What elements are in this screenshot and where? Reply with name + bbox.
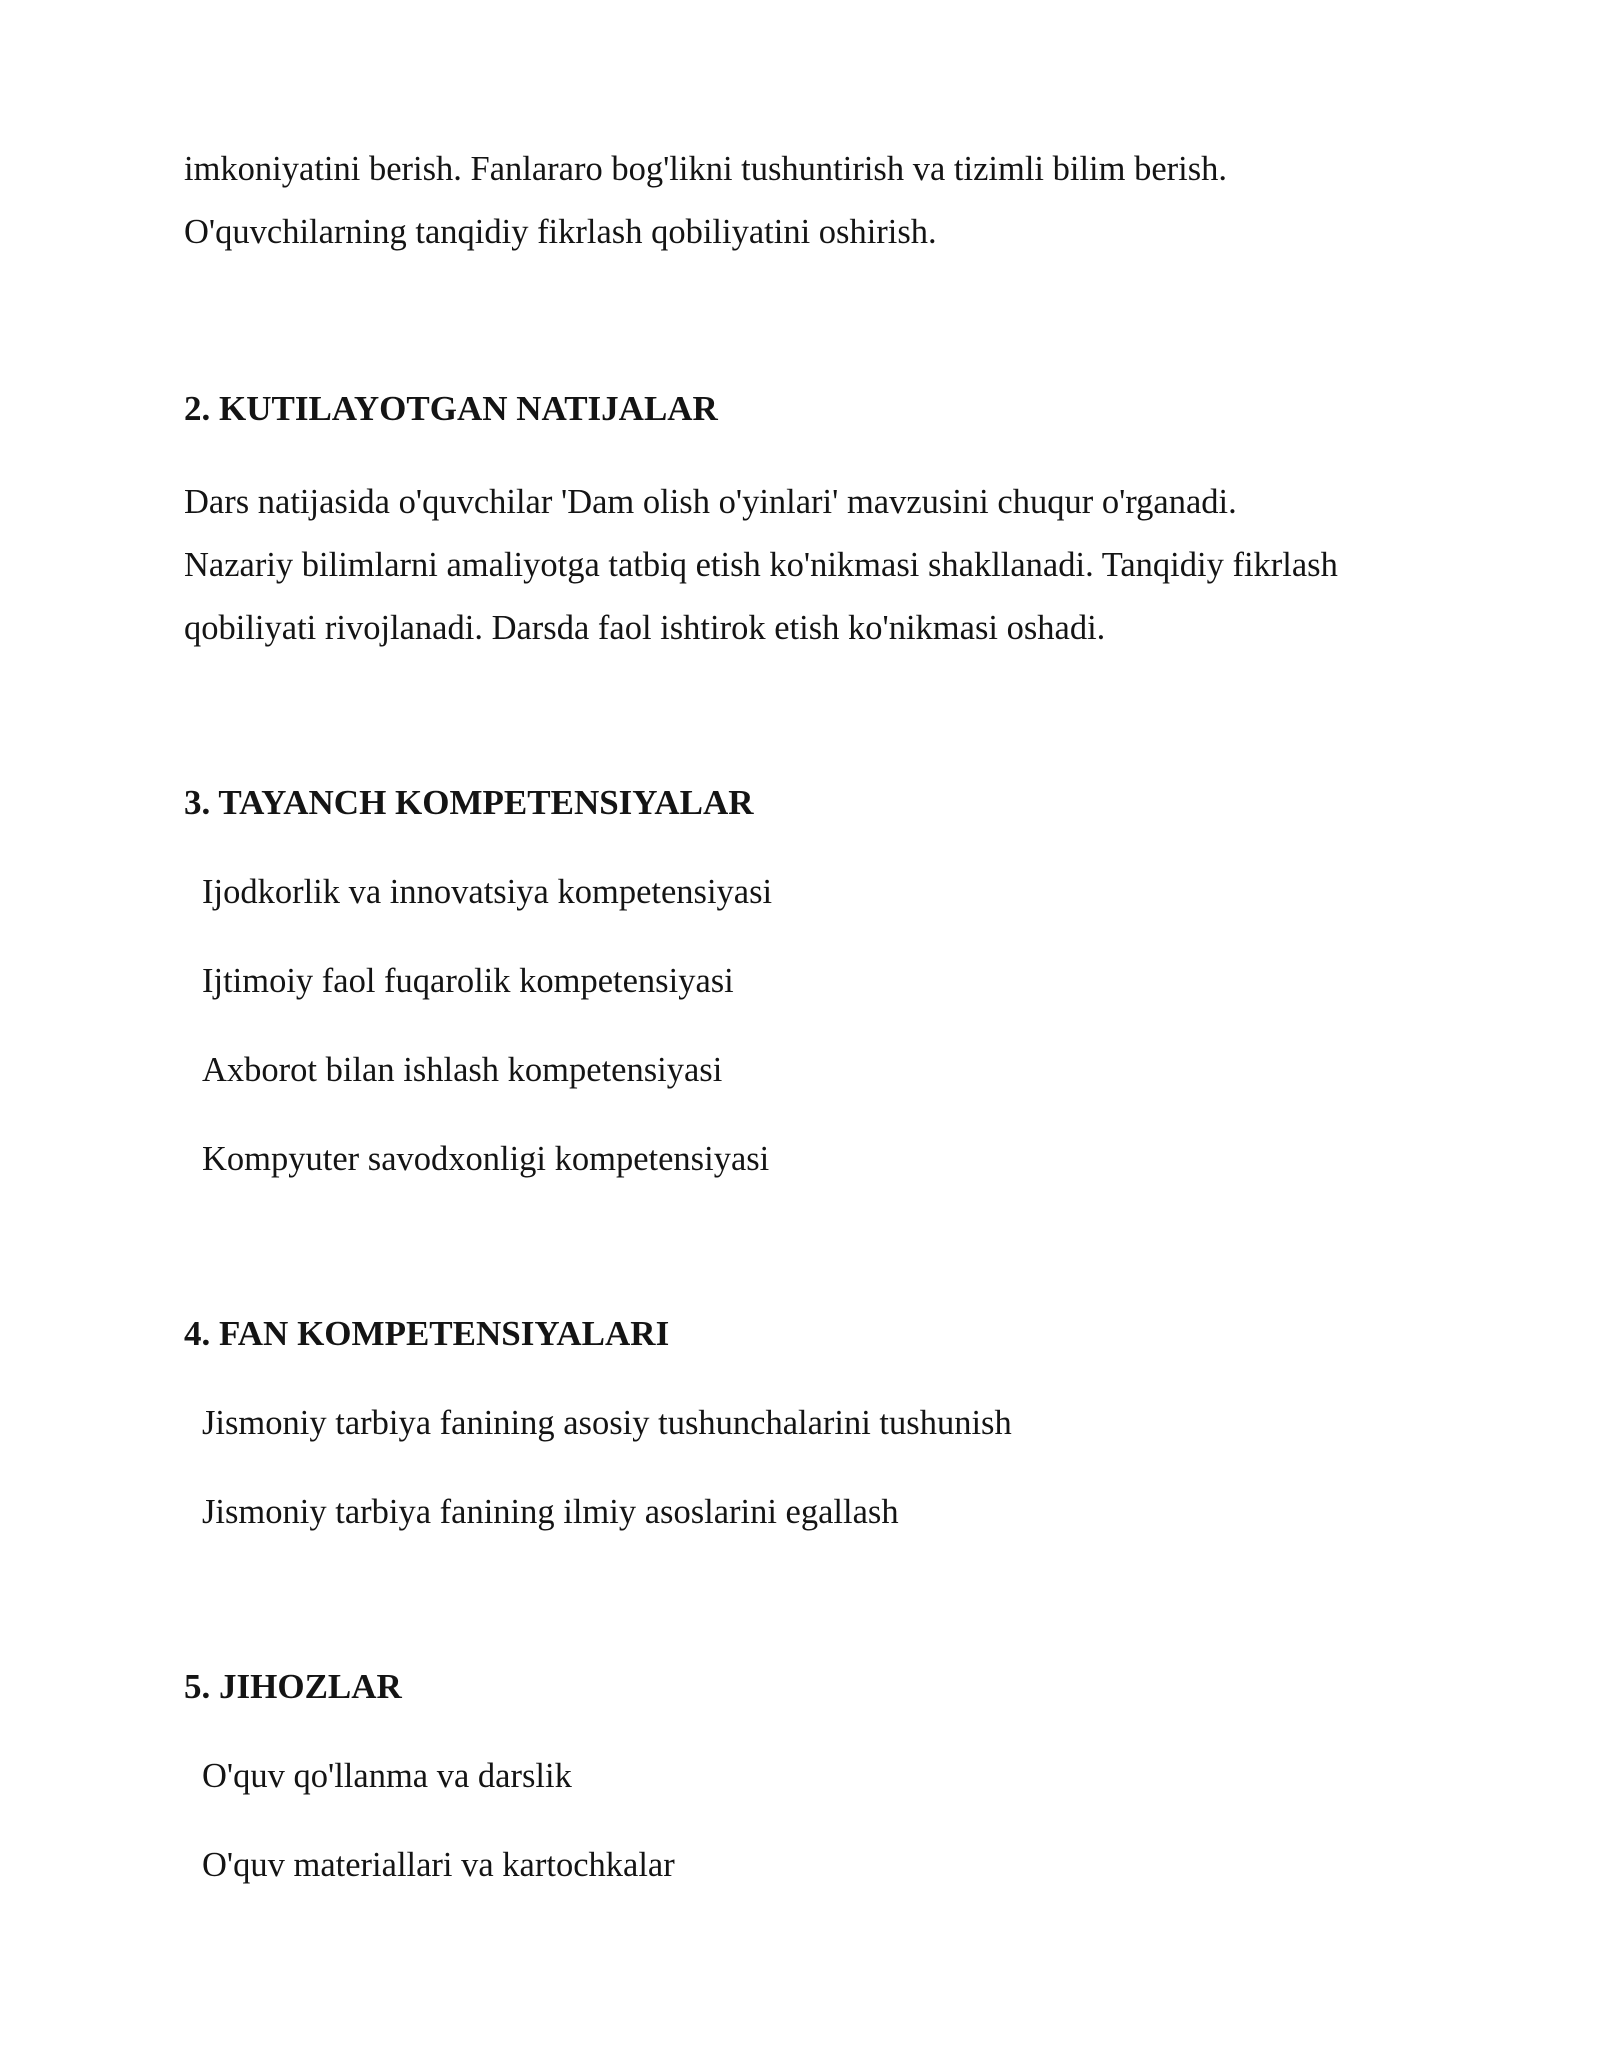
list-item: Kompyuter savodxonligi kompetensiyasi bbox=[202, 1140, 770, 1178]
natijalar-line-3: qobiliyati rivojlanadi. Darsda faol ishtirok etish ko'nikmasi oshadi. bbox=[184, 609, 1106, 647]
section-title-fan: 4. FAN KOMPETENSIYALARI bbox=[184, 1314, 670, 1353]
list-item: Axborot bilan ishlash kompetensiyasi bbox=[202, 1051, 723, 1089]
list-item: O'quv qo'llanma va darslik bbox=[202, 1757, 572, 1795]
section-title-jihozlar: 5. JIHOZLAR bbox=[184, 1667, 402, 1706]
list-item: Jismoniy tarbiya fanining asosiy tushunchalarini tushunish bbox=[202, 1404, 1012, 1442]
section-title-natijalar: 2. KUTILAYOTGAN NATIJALAR bbox=[184, 389, 718, 428]
intro-line-2: O'quvchilarning tanqidiy fikrlash qobiliyatini oshirish. bbox=[184, 213, 937, 251]
list-item: Ijtimoiy faol fuqarolik kompetensiyasi bbox=[202, 962, 734, 1000]
intro-paragraph bbox=[184, 138, 1444, 264]
intro-line-1: imkoniyatini berish. Fanlararo bog'likni tushuntirish va tizimli bilim berish. bbox=[184, 150, 1228, 188]
list-item: Jismoniy tarbiya fanining ilmiy asoslarini egallash bbox=[202, 1493, 899, 1531]
natijalar-line-2: Nazariy bilimlarni amaliyotga tatbiq etish ko'nikmasi shakllanadi. Tanqidiy fikrlash bbox=[184, 546, 1338, 584]
section-title-tayanch: 3. TAYANCH KOMPETENSIYALAR bbox=[184, 783, 754, 822]
natijalar-paragraph bbox=[184, 471, 1444, 660]
natijalar-line-1: Dars natijasida o'quvchilar 'Dam olish o'yinlari' mavzusini chuqur o'rganadi. bbox=[184, 483, 1237, 521]
list-item: Ijodkorlik va innovatsiya kompetensiyasi bbox=[202, 873, 773, 911]
list-item: O'quv materiallari va kartochkalar bbox=[202, 1846, 675, 1884]
